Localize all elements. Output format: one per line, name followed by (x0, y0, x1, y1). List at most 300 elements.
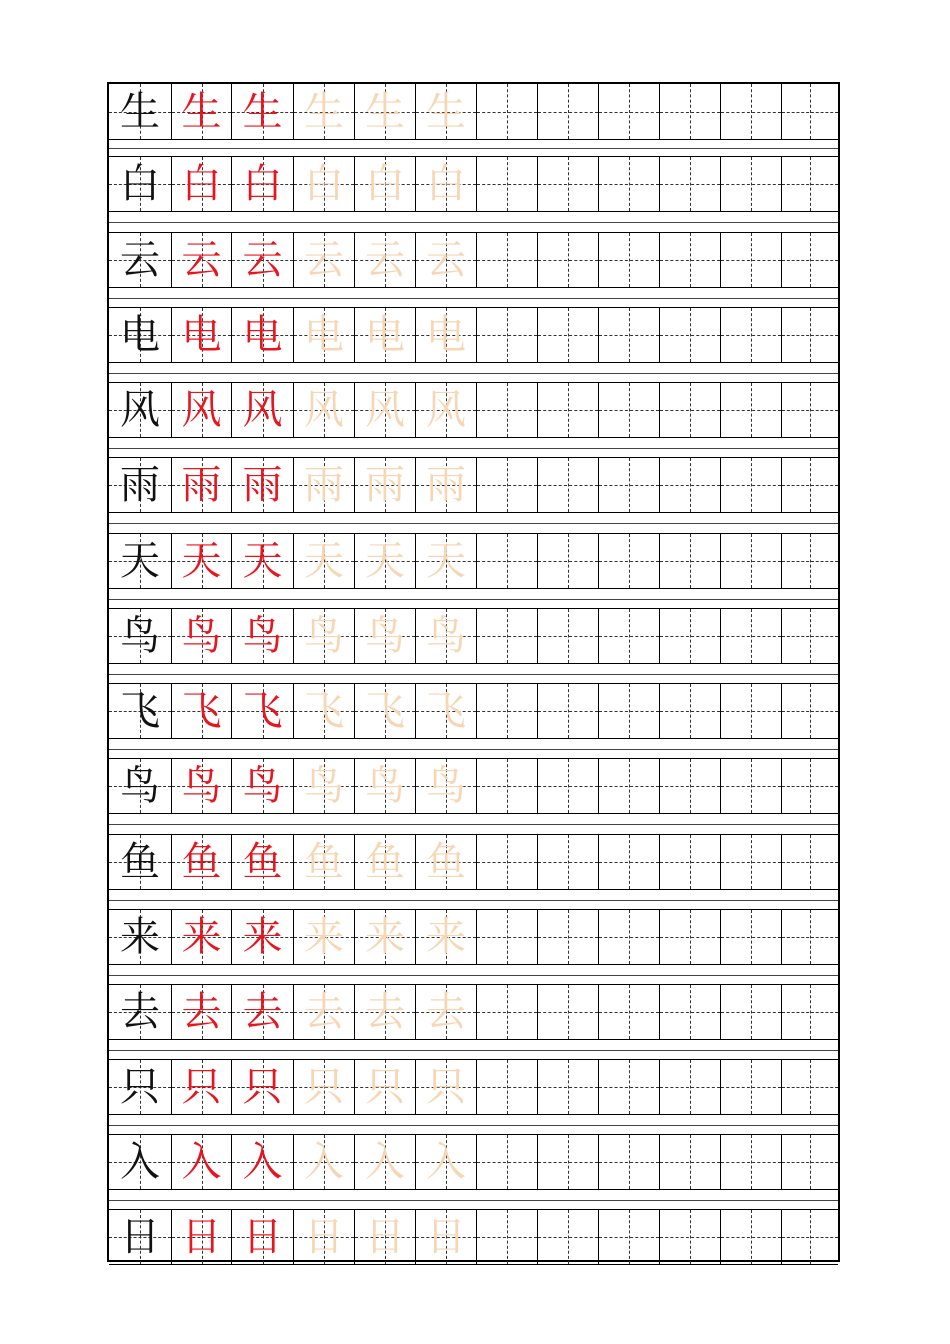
blank-cell (598, 1210, 659, 1264)
trace-character: 来 (242, 914, 283, 960)
blank-cell (598, 233, 659, 287)
trace-cell (293, 157, 354, 211)
blank-cell (659, 684, 720, 738)
trace-cell (354, 1060, 415, 1114)
blank-cell (781, 383, 838, 437)
blank-cell (659, 609, 720, 663)
trace-cell (415, 383, 476, 437)
blank-cell (537, 1210, 598, 1264)
trace-cell (354, 1135, 415, 1189)
trace-character: 鱼 (304, 839, 344, 885)
blank-cell (598, 308, 659, 362)
trace-cell (293, 1210, 354, 1264)
trace-character: 白 (242, 161, 283, 207)
trace-character: 来 (181, 914, 222, 960)
model-character: 去 (120, 989, 160, 1035)
trace-cell (231, 383, 293, 437)
blank-cell (659, 910, 720, 964)
blank-cell (598, 84, 659, 139)
trace-character: 入 (242, 1139, 283, 1185)
trace-character: 只 (365, 1064, 405, 1110)
trace-cell (354, 383, 415, 437)
blank-cell (537, 910, 598, 964)
trace-character: 鸟 (181, 763, 222, 809)
trace-character: 电 (426, 312, 466, 358)
trace-character: 飞 (304, 688, 344, 734)
blank-cell (537, 84, 598, 139)
blank-cell (659, 458, 720, 512)
blank-cell (598, 458, 659, 512)
trace-character: 电 (304, 312, 344, 358)
trace-cell (293, 84, 354, 139)
practice-row (109, 382, 838, 438)
trace-character: 入 (426, 1139, 466, 1185)
blank-cell (476, 910, 537, 964)
blank-cell (659, 1210, 720, 1264)
blank-cell (781, 759, 838, 813)
trace-cell (293, 383, 354, 437)
trace-cell (171, 835, 231, 889)
trace-cell (354, 609, 415, 663)
model-cell (109, 534, 171, 588)
trace-character: 来 (365, 914, 405, 960)
trace-character: 云 (426, 237, 466, 283)
trace-character: 生 (242, 88, 283, 135)
practice-row (109, 156, 838, 212)
trace-cell (231, 534, 293, 588)
blank-cell (598, 1060, 659, 1114)
practice-row (109, 758, 838, 814)
blank-cell (476, 534, 537, 588)
trace-character: 云 (242, 237, 283, 283)
trace-character: 飞 (426, 688, 466, 734)
trace-cell (415, 84, 476, 139)
blank-cell (537, 157, 598, 211)
trace-cell (171, 233, 231, 287)
practice-row (109, 909, 838, 965)
trace-cell (293, 1135, 354, 1189)
trace-character: 来 (426, 914, 466, 960)
blank-cell (537, 233, 598, 287)
trace-cell (231, 84, 293, 139)
trace-cell (415, 910, 476, 964)
blank-cell (659, 985, 720, 1039)
trace-cell (293, 1060, 354, 1114)
trace-character: 入 (304, 1139, 344, 1185)
blank-cell (598, 534, 659, 588)
blank-cell (659, 233, 720, 287)
model-character: 风 (120, 387, 160, 433)
model-cell (109, 1135, 171, 1189)
trace-cell (354, 985, 415, 1039)
trace-character: 鸟 (242, 613, 283, 659)
trace-cell (293, 534, 354, 588)
blank-cell (598, 157, 659, 211)
practice-row (109, 533, 838, 589)
trace-cell (171, 985, 231, 1039)
trace-character: 鱼 (181, 839, 222, 885)
blank-cell (720, 1210, 781, 1264)
blank-cell (598, 684, 659, 738)
model-cell (109, 684, 171, 738)
practice-row (109, 1209, 838, 1265)
trace-cell (231, 985, 293, 1039)
blank-cell (720, 759, 781, 813)
practice-row (109, 307, 838, 363)
trace-character: 电 (242, 312, 283, 358)
row-separator (109, 900, 838, 901)
trace-cell (415, 233, 476, 287)
model-cell (109, 308, 171, 362)
trace-cell (171, 458, 231, 512)
model-character: 日 (120, 1214, 160, 1260)
model-cell (109, 759, 171, 813)
trace-character: 雨 (304, 462, 344, 508)
model-character: 白 (120, 161, 160, 207)
blank-cell (659, 84, 720, 139)
blank-cell (598, 609, 659, 663)
trace-cell (231, 759, 293, 813)
blank-cell (781, 1210, 838, 1264)
practice-row (109, 683, 838, 739)
trace-character: 白 (181, 161, 222, 207)
blank-cell (476, 308, 537, 362)
model-character: 只 (120, 1064, 160, 1110)
trace-character: 雨 (181, 462, 222, 508)
row-separator (109, 148, 838, 149)
model-cell (109, 1060, 171, 1114)
blank-cell (720, 835, 781, 889)
trace-cell (231, 609, 293, 663)
trace-cell (293, 910, 354, 964)
trace-cell (293, 684, 354, 738)
trace-character: 电 (181, 312, 222, 358)
blank-cell (476, 233, 537, 287)
model-character: 鸟 (120, 763, 160, 809)
blank-cell (476, 383, 537, 437)
trace-cell (231, 1135, 293, 1189)
trace-character: 白 (304, 161, 344, 207)
blank-cell (720, 157, 781, 211)
blank-cell (781, 835, 838, 889)
trace-cell (231, 1060, 293, 1114)
blank-cell (476, 609, 537, 663)
blank-cell (659, 1060, 720, 1114)
trace-character: 只 (181, 1064, 222, 1110)
trace-character: 日 (426, 1214, 466, 1260)
model-character: 电 (120, 312, 160, 358)
trace-cell (171, 84, 231, 139)
trace-cell (231, 1210, 293, 1264)
trace-cell (231, 910, 293, 964)
model-cell (109, 157, 171, 211)
trace-character: 飞 (365, 688, 405, 734)
trace-character: 只 (242, 1064, 283, 1110)
trace-cell (293, 609, 354, 663)
practice-row (109, 608, 838, 664)
trace-character: 风 (426, 387, 466, 433)
trace-character: 入 (181, 1139, 222, 1185)
row-separator (109, 1050, 838, 1051)
trace-cell (293, 759, 354, 813)
blank-cell (720, 910, 781, 964)
trace-character: 鱼 (242, 839, 283, 885)
model-character: 飞 (120, 688, 160, 734)
trace-cell (231, 458, 293, 512)
blank-cell (720, 1135, 781, 1189)
model-cell (109, 835, 171, 889)
trace-cell (415, 684, 476, 738)
blank-cell (659, 308, 720, 362)
trace-cell (415, 759, 476, 813)
trace-character: 入 (365, 1139, 405, 1185)
trace-character: 天 (426, 538, 466, 584)
trace-cell (231, 157, 293, 211)
practice-row (109, 1059, 838, 1115)
trace-character: 日 (242, 1214, 283, 1260)
blank-cell (476, 759, 537, 813)
trace-character: 飞 (181, 688, 222, 734)
trace-character: 日 (365, 1214, 405, 1260)
trace-cell (415, 308, 476, 362)
blank-cell (537, 534, 598, 588)
trace-cell (293, 233, 354, 287)
blank-cell (598, 985, 659, 1039)
blank-cell (537, 835, 598, 889)
trace-cell (171, 1060, 231, 1114)
blank-cell (537, 1135, 598, 1189)
trace-cell (293, 458, 354, 512)
blank-cell (476, 1210, 537, 1264)
trace-cell (354, 157, 415, 211)
trace-character: 生 (304, 88, 344, 135)
model-character: 云 (120, 237, 160, 283)
trace-cell (171, 759, 231, 813)
blank-cell (537, 759, 598, 813)
blank-cell (781, 308, 838, 362)
trace-cell (293, 835, 354, 889)
row-separator (109, 674, 838, 675)
blank-cell (598, 759, 659, 813)
trace-character: 电 (365, 312, 405, 358)
blank-cell (659, 157, 720, 211)
practice-row (109, 84, 838, 140)
trace-character: 白 (365, 161, 405, 207)
blank-cell (476, 84, 537, 139)
row-separator (109, 1125, 838, 1126)
blank-cell (720, 609, 781, 663)
trace-cell (171, 1210, 231, 1264)
trace-character: 去 (426, 989, 466, 1035)
blank-cell (476, 458, 537, 512)
blank-cell (537, 383, 598, 437)
trace-cell (171, 534, 231, 588)
blank-cell (598, 835, 659, 889)
blank-cell (781, 985, 838, 1039)
blank-cell (720, 534, 781, 588)
trace-character: 鱼 (426, 839, 466, 885)
row-separator (109, 298, 838, 299)
trace-character: 白 (426, 161, 466, 207)
practice-row (109, 984, 838, 1040)
row-separator (109, 523, 838, 524)
blank-cell (598, 910, 659, 964)
trace-cell (293, 308, 354, 362)
row-separator (109, 222, 838, 223)
model-cell (109, 458, 171, 512)
trace-cell (354, 835, 415, 889)
blank-cell (537, 985, 598, 1039)
blank-cell (659, 835, 720, 889)
row-separator (109, 824, 838, 825)
row-separator (109, 448, 838, 449)
trace-cell (171, 157, 231, 211)
trace-character: 只 (304, 1064, 344, 1110)
trace-cell (415, 835, 476, 889)
trace-character: 去 (181, 989, 222, 1035)
blank-cell (476, 1060, 537, 1114)
blank-cell (537, 609, 598, 663)
trace-character: 去 (365, 989, 405, 1035)
trace-character: 风 (365, 387, 405, 433)
trace-character: 风 (304, 387, 344, 433)
practice-sheet (107, 82, 840, 1262)
model-character: 来 (120, 914, 160, 960)
trace-cell (354, 534, 415, 588)
blank-cell (598, 383, 659, 437)
blank-cell (537, 308, 598, 362)
trace-cell (171, 910, 231, 964)
trace-cell (231, 233, 293, 287)
trace-character: 云 (181, 237, 222, 283)
model-cell (109, 84, 171, 139)
blank-cell (476, 1135, 537, 1189)
blank-cell (781, 609, 838, 663)
blank-cell (781, 84, 838, 139)
trace-character: 去 (242, 989, 283, 1035)
model-cell (109, 910, 171, 964)
trace-cell (171, 308, 231, 362)
blank-cell (781, 233, 838, 287)
trace-character: 鸟 (242, 763, 283, 809)
blank-cell (476, 985, 537, 1039)
trace-character: 生 (181, 88, 222, 135)
trace-character: 云 (304, 237, 344, 283)
trace-character: 日 (304, 1214, 344, 1260)
trace-character: 雨 (365, 462, 405, 508)
trace-cell (415, 1210, 476, 1264)
trace-character: 来 (304, 914, 344, 960)
model-character: 生 (120, 88, 160, 135)
blank-cell (781, 910, 838, 964)
trace-cell (415, 534, 476, 588)
trace-character: 鸟 (365, 763, 405, 809)
blank-cell (720, 233, 781, 287)
blank-cell (659, 759, 720, 813)
blank-cell (476, 157, 537, 211)
blank-cell (720, 458, 781, 512)
trace-cell (354, 910, 415, 964)
practice-row (109, 457, 838, 513)
row-separator (109, 975, 838, 976)
trace-character: 生 (426, 88, 466, 135)
trace-character: 鱼 (365, 839, 405, 885)
trace-character: 风 (242, 387, 283, 433)
trace-cell (354, 84, 415, 139)
trace-character: 生 (365, 88, 405, 135)
blank-cell (720, 1060, 781, 1114)
blank-cell (659, 534, 720, 588)
trace-character: 鸟 (365, 613, 405, 659)
model-cell (109, 1210, 171, 1264)
row-separator (109, 1200, 838, 1201)
trace-cell (415, 458, 476, 512)
blank-cell (720, 684, 781, 738)
trace-character: 鸟 (426, 613, 466, 659)
blank-cell (537, 1060, 598, 1114)
trace-cell (171, 684, 231, 738)
practice-row (109, 232, 838, 288)
trace-cell (415, 1060, 476, 1114)
trace-cell (354, 233, 415, 287)
trace-character: 飞 (242, 688, 283, 734)
model-character: 雨 (120, 462, 160, 508)
blank-cell (781, 1060, 838, 1114)
trace-character: 去 (304, 989, 344, 1035)
model-cell (109, 383, 171, 437)
trace-cell (415, 985, 476, 1039)
blank-cell (537, 458, 598, 512)
trace-cell (354, 759, 415, 813)
blank-cell (537, 684, 598, 738)
model-cell (109, 609, 171, 663)
trace-character: 鸟 (304, 763, 344, 809)
blank-cell (720, 308, 781, 362)
trace-cell (354, 458, 415, 512)
trace-character: 日 (181, 1214, 222, 1260)
trace-character: 天 (365, 538, 405, 584)
trace-character: 云 (365, 237, 405, 283)
model-character: 入 (120, 1139, 160, 1185)
trace-character: 天 (304, 538, 344, 584)
trace-cell (171, 383, 231, 437)
row-separator (109, 749, 838, 750)
trace-cell (354, 1210, 415, 1264)
trace-character: 天 (242, 538, 283, 584)
trace-character: 鸟 (426, 763, 466, 809)
trace-cell (354, 684, 415, 738)
row-separator (109, 373, 838, 374)
blank-cell (476, 835, 537, 889)
trace-cell (415, 1135, 476, 1189)
blank-cell (476, 684, 537, 738)
trace-character: 鸟 (304, 613, 344, 659)
blank-cell (720, 985, 781, 1039)
row-separator (109, 599, 838, 600)
blank-cell (720, 84, 781, 139)
blank-cell (659, 383, 720, 437)
trace-cell (415, 157, 476, 211)
blank-cell (781, 1135, 838, 1189)
trace-cell (171, 609, 231, 663)
trace-cell (293, 985, 354, 1039)
model-character: 天 (120, 538, 160, 584)
trace-cell (231, 308, 293, 362)
trace-character: 天 (181, 538, 222, 584)
trace-character: 只 (426, 1064, 466, 1110)
trace-character: 鸟 (181, 613, 222, 659)
model-cell (109, 985, 171, 1039)
